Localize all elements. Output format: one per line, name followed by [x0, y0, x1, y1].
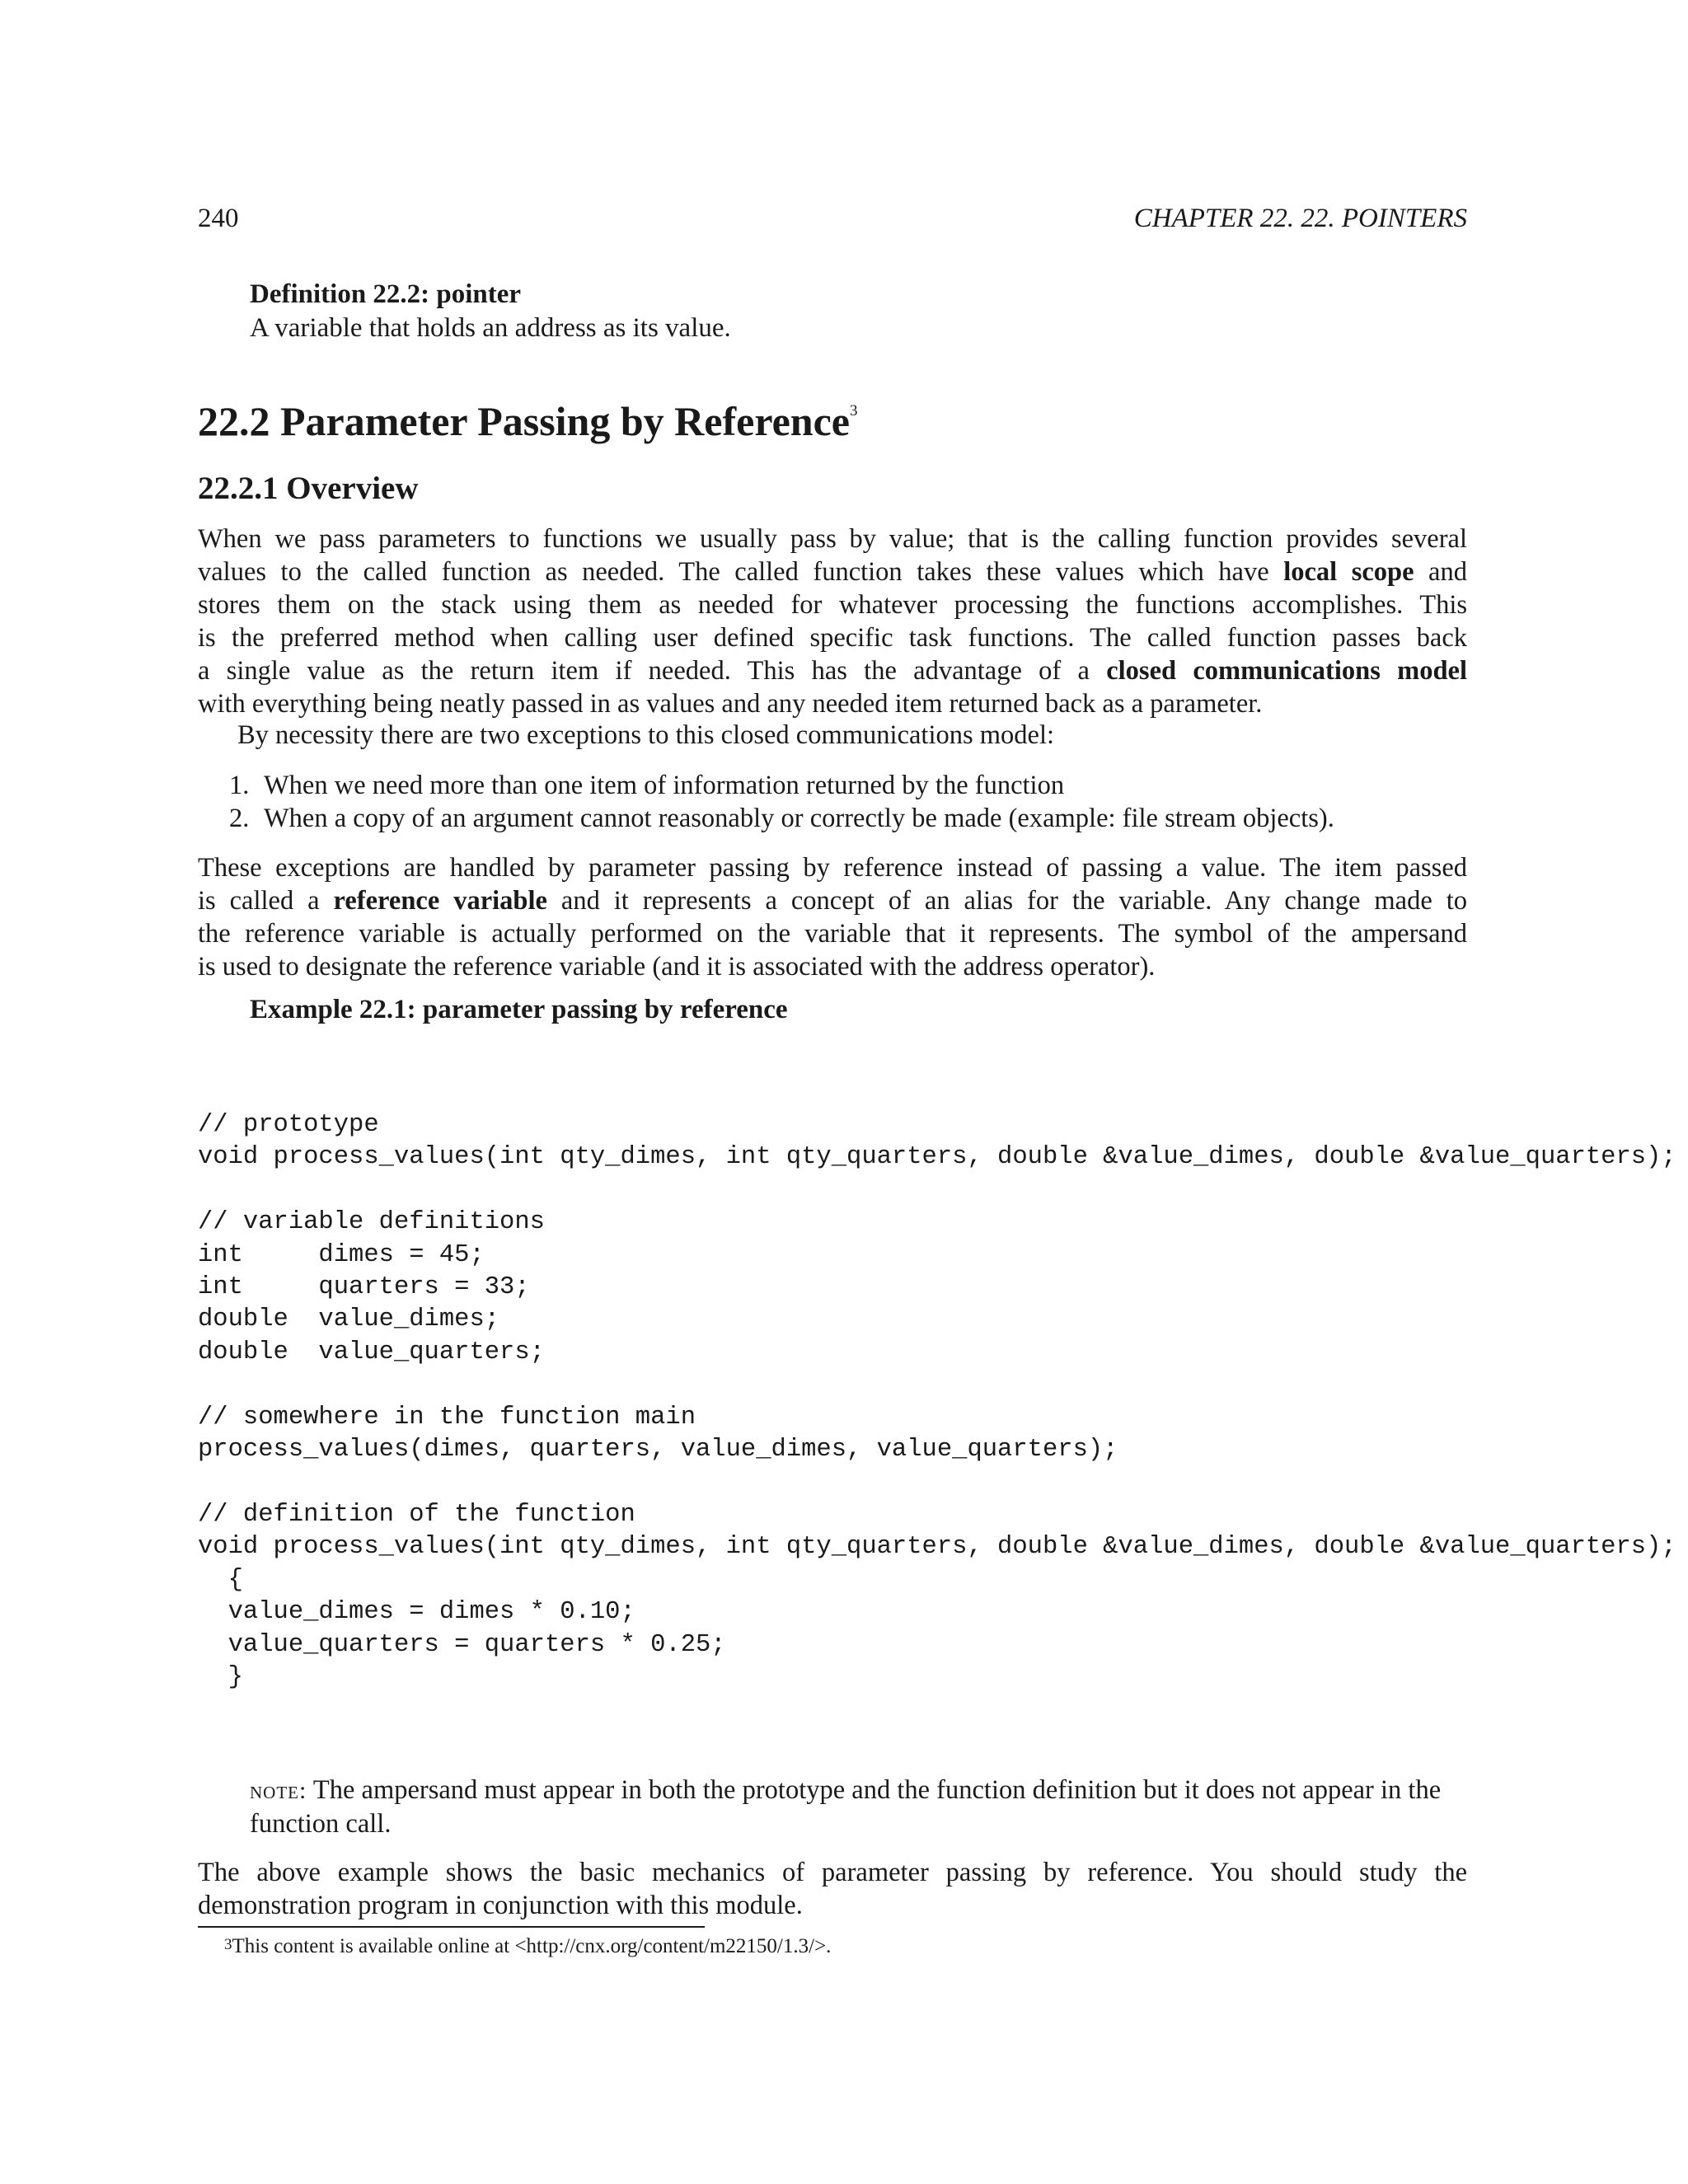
- code-listing: // prototype void process_values(int qty_dimes, int qty_quarters, double &value_dimes, double &value_quarters); // variable definitions int dimes = 45; int quarters = 33; double value_dimes; double value_quarters; // somewhere in the function main process_values(dimes, quarters, value_dimes, value_quarters); // definition of the function void process_values(int qty_dimes, int qty_quarters, double &value_dimes, double &value_quarters); { value_dimes = dimes * 0.10; value_quarters = quarters * 0.25; }: [198, 1111, 1676, 1691]
- paragraph-line: The above example shows the basic mechanics of parameter passing by reference. You should study the: [198, 1858, 1467, 1887]
- paragraph-line: These exceptions are handled by parameter passing by reference instead of passing a value. The item passed: [198, 853, 1467, 883]
- footnote-text: This content is available online at <http://cnx.org/content/m22150/1.3/>.: [232, 1935, 832, 1957]
- paragraph-line: [198, 555, 1467, 588]
- note-block: [250, 1774, 1453, 1840]
- list-item-text: When a copy of an argument cannot reasonably or correctly be made (example: file stream objects).: [264, 804, 1334, 833]
- section-title: [198, 397, 858, 445]
- text-run: and it represents a concept of an alias for the variable. Any change made to: [546, 886, 1467, 916]
- paragraph-summary: [198, 1856, 1467, 1922]
- text-run: and: [1414, 557, 1467, 587]
- exceptions-list: [198, 769, 1334, 835]
- term-closed-communications-model: closed communications model: [1106, 656, 1467, 686]
- term-reference-variable: reference variable: [333, 886, 547, 916]
- list-item-text: When we need more than one item of information returned by the function: [264, 771, 1065, 800]
- paragraph-line: is the preferred method when calling user defined specific task functions. The called function passes back: [198, 623, 1467, 653]
- paragraph-line: demonstration program in conjunction with this module.: [198, 1891, 803, 1920]
- paragraph-line: stores them on the stack using them as needed for whatever processing the functions accomplishes. This: [198, 590, 1467, 620]
- paragraph-line: When we pass parameters to functions we usually pass by value; that is the calling function provides several: [198, 524, 1467, 554]
- footnote-mark: 3: [224, 1936, 232, 1953]
- section-footnote-mark[interactable]: 3: [850, 402, 858, 419]
- list-item: [198, 802, 1334, 835]
- footnote: [224, 1933, 831, 1961]
- paragraph-line: the reference variable is actually performed on the variable that it represents. The symbol of the ampersand: [198, 919, 1467, 949]
- text-run: a single value as the return item if needed. This has the advantage of a: [198, 656, 1107, 686]
- paragraph-line: is used to designate the reference variable (and it is associated with the address operator).: [198, 952, 1156, 982]
- paragraph-line: [198, 654, 1467, 687]
- paragraph-reference-variable: [198, 851, 1467, 983]
- footnote-divider: [198, 1926, 705, 1928]
- page-number: 240: [198, 204, 239, 233]
- note-text: The ampersand must appear in both the prototype and the function definition but it does not appear in the function call.: [250, 1775, 1442, 1839]
- list-item: [198, 769, 1334, 802]
- list-item-number: 2.: [229, 804, 250, 833]
- text-run: is called a: [198, 886, 334, 916]
- page-header: [198, 204, 1467, 241]
- section-title-text: 22.2 Parameter Passing by Reference: [198, 398, 850, 444]
- running-head: CHAPTER 22. 22. POINTERS: [1133, 204, 1467, 233]
- paragraph-line: with everything being neatly passed in as values and any needed item returned back as a parameter.: [198, 689, 1263, 719]
- paragraph-line: [198, 884, 1467, 917]
- paragraph-overview: [198, 523, 1467, 720]
- paragraph-exceptions-intro: By necessity there are two exceptions to this closed communications model:: [237, 720, 1055, 750]
- list-item-number: 1.: [229, 771, 250, 800]
- text-run: values to the called function as needed. The called function takes these values which have: [198, 557, 1284, 587]
- definition-block: [250, 278, 731, 345]
- term-local-scope: local scope: [1283, 557, 1414, 587]
- note-label: note:: [250, 1777, 307, 1804]
- definition-title: Definition 22.2: pointer: [250, 279, 522, 309]
- subsection-title: 22.2.1 Overview: [198, 471, 419, 506]
- example-title: Example 22.1: parameter passing by reference: [250, 995, 788, 1024]
- definition-text: A variable that holds an address as its value.: [250, 313, 731, 343]
